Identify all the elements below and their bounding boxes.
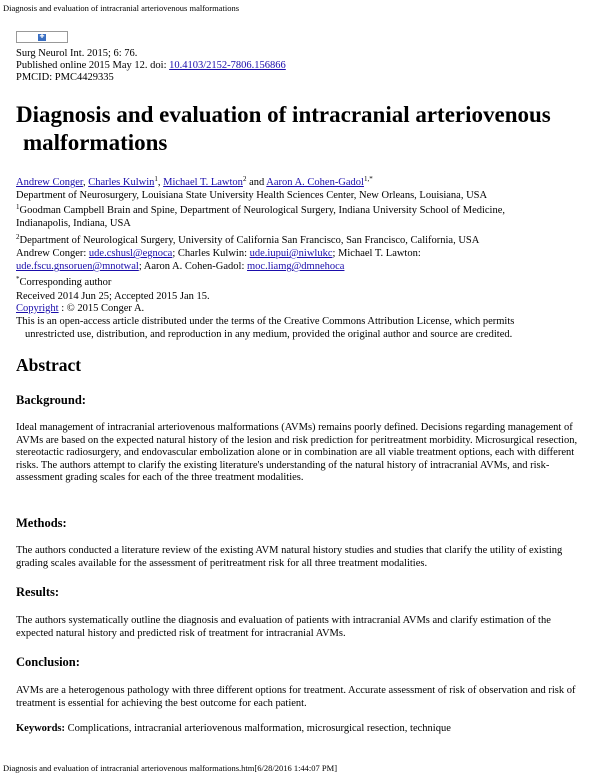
email-link[interactable]: ude.iupui@niwlukc [249,248,333,259]
article-title [16,101,581,157]
affiliation-2: $^2$Department of Neurological Surgery, University of California San Francisco, San Francisco, California, USA [16,233,480,246]
background-heading: Background: [16,393,86,407]
affiliation-1: $^1$Goodman Campbell Brain and Spine, Department of Neurological Surgery, Indiana University School of Medicine, [16,203,506,216]
keywords-text: Complications, intracranial arteriovenous malformation, microsurgical resection, technique [65,723,451,734]
results-heading: Results: [16,585,60,599]
results-text: The authors systematically outline the diagnosis and evaluation of patients with intracranial AVMs and clarify estimation of the expected natural history and predicted risk of treatment for intracranial AVMs. [16,615,551,639]
copyright: Copyright : © 2015 Conger A. [16,303,145,314]
keywords-label: Keywords: [16,723,65,734]
contact-emails-cont: ude.fscu.gnsoruen@mnotwal; Aaron A. Cohen-Gadol: moc.liamg@dmnehoca [16,261,345,272]
journal-logo-icon: ✚ [39,34,45,40]
journal-logo[interactable] [16,31,68,43]
title-line-1: Diagnosis and evaluation of intracranial arteriovenous [16,102,551,127]
methods-heading: Methods: [16,516,67,530]
author-link[interactable]: Michael T. Lawton [163,177,243,188]
author-link[interactable]: Charles Kulwin [88,177,155,188]
email-link[interactable]: moc.liamg@dmnehoca [247,261,345,272]
affiliation-0: Department of Neurosurgery, Louisiana State University Health Sciences Center, New Orleans, Louisiana, USA [16,190,488,201]
abstract-heading: Abstract [16,355,82,375]
license-line-2: unrestricted use, distribution, and reproduction in any medium, provided the original author and source are credited. [25,329,513,340]
corresponding-author: *Corresponding author [16,275,112,288]
author-link[interactable]: Andrew Conger [16,177,83,188]
citation-published [16,60,286,73]
conclusion-heading: Conclusion: [16,655,80,669]
page-footer: Diagnosis and evaluation of intracranial arteriovenous malformations.htm[6/28/2016 1:44:07 PM] [3,763,338,773]
received-date: Received 2014 Jun 25; Accepted 2015 Jan 15. [16,291,210,302]
title-line-2: malformations [23,130,168,155]
license-line-1: This is an open-access article distributed under the terms of the Creative Commons Attribution License, which permits [16,316,515,327]
page-header: Diagnosis and evaluation of intracranial arteriovenous malformations [3,3,240,13]
methods-text: The authors conducted a literature review of the existing AVM natural history studies and studies that clarify the utility of existing grading scales available for the assessment of peritreatment risk for all three treatment modalities. [16,545,563,569]
doi-link[interactable]: 10.4103/2152-7806.156866 [169,60,286,71]
citation-pmcid: PMCID: PMC4429335 [16,72,114,83]
email-link[interactable]: ude.cshusl@egnoca [88,248,173,259]
copyright-link[interactable]: Copyright [16,303,59,314]
citation-journal: Surg Neurol Int. 2015; 6: 76. [16,48,138,59]
contact-emails: Andrew Conger: ude.cshusl@egnoca; Charles Kulwin: ude.iupui@niwlukc; Michael T. Lawton: [16,248,421,259]
affiliation-1-cont: Indianapolis, Indiana, USA [16,218,131,229]
email-link[interactable]: ude.fscu.gnsoruen@mnotwal [16,261,139,272]
keywords [16,723,451,736]
background-text: Ideal management of intracranial arteriovenous malformations (AVMs) remains poorly defined. Decisions regarding management of AVMs are based on the expected natural history of the lesion and risk prediction for peritreatment morbidity. Microsurgical resection, stereotactic radiosurgery, and endovascular embolization alone or in combination are all viable treatment options, each with different risks. The authors attempt to clarify the existing literature's understanding of the natural history of intracranial AVMs, and risk-assessment grading scales for each of the three treatment modalities. [16,422,578,483]
author-list: Andrew Conger, Charles Kulwin$^1$, Michael T. Lawton$^2$ and Aaron A. Cohen-Gadol$^{1,*}$ [16,175,373,188]
author-link[interactable]: Aaron A. Cohen-Gadol [266,177,364,188]
published-prefix: Published online 2015 May 12. doi: [16,60,170,71]
conclusion-text: AVMs are a heterogenous pathology with three different options for treatment. Accurate assessment of risk of observation and risk of treatment is essential for achieving the best outcome for each patient. [16,685,576,709]
